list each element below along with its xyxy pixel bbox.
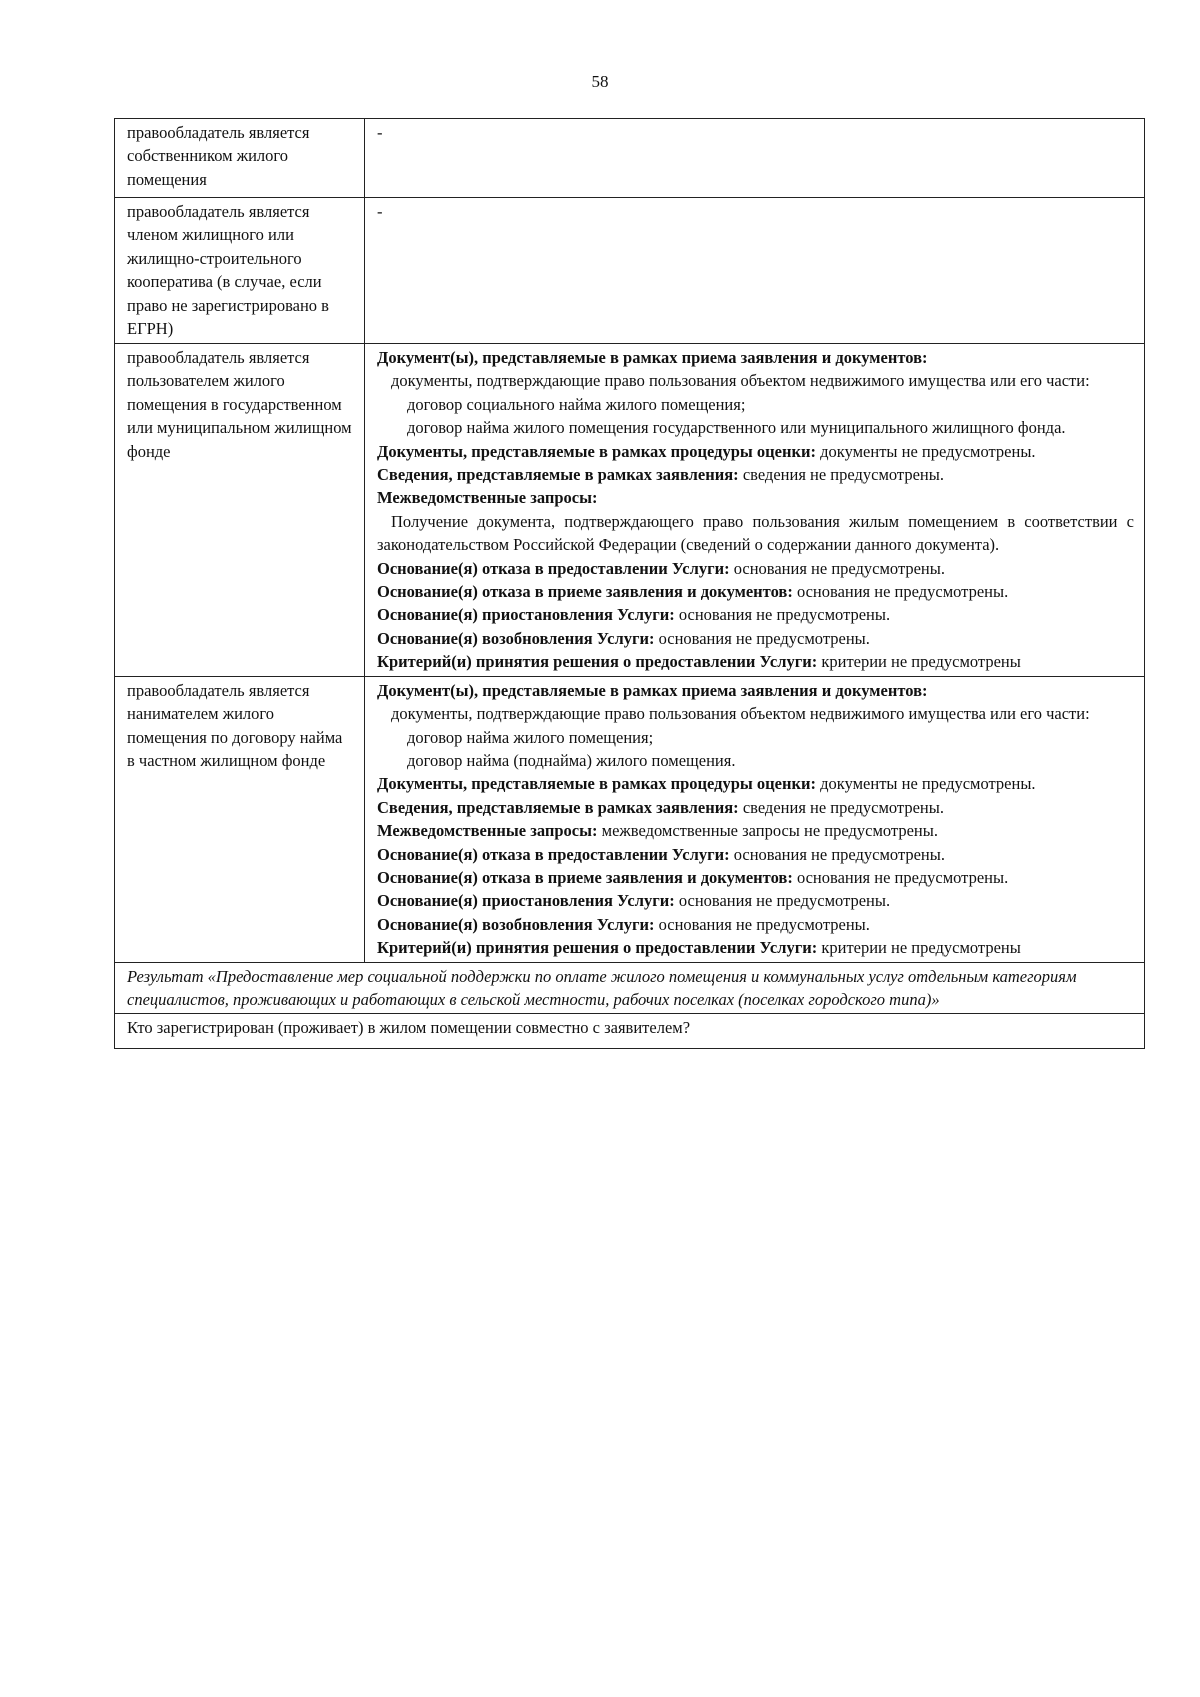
requests-value: межведомственные запросы не предусмотрены. bbox=[601, 821, 938, 841]
suspend-value: основания не предусмотрены. bbox=[678, 891, 891, 911]
condition-cell: правообладатель является пользователем жилого помещения в государственном или муниципальном жилищном фонде bbox=[115, 344, 365, 677]
suspend-line bbox=[377, 603, 1134, 626]
docs-item: договор социального найма жилого помещения; bbox=[407, 394, 746, 414]
requests-label: Межведомственные запросы: bbox=[377, 488, 598, 508]
resume-label: Основание(я) возобновления Услуги: bbox=[377, 628, 655, 648]
criteria-value: критерии не предусмотрены bbox=[821, 652, 1021, 672]
question-cell: Кто зарегистрирован (проживает) в жилом помещении совместно с заявителем? bbox=[115, 1014, 1145, 1048]
result-cell: Результат «Предоставление мер социальной поддержки по оплате жилого помещения и коммунальных услуг отдельным категориям специалистов, проживающих и работающих в сельской местности, рабочих поселках (поселках городского типа)» bbox=[115, 962, 1145, 1014]
suspend-value: основания не предусмотрены. bbox=[678, 605, 891, 625]
reject-line bbox=[377, 866, 1134, 889]
requests-label: Межведомственные запросы: bbox=[377, 821, 598, 841]
eval-line bbox=[377, 772, 1134, 795]
requests-line bbox=[377, 819, 1134, 842]
reject-value: основания не предусмотрены. bbox=[796, 867, 1009, 887]
eval-label: Документы, представляемые в рамках процедуры оценки: bbox=[377, 774, 817, 794]
table-row bbox=[115, 962, 1145, 1014]
table-row bbox=[115, 676, 1145, 962]
table-row bbox=[115, 1014, 1145, 1048]
criteria-label: Критерий(и) принятия решения о предоставлении Услуги: bbox=[377, 938, 818, 958]
condition-cell: правообладатель является нанимателем жилого помещения по договору найма в частном жилищном фонде bbox=[115, 676, 365, 962]
resume-line bbox=[377, 627, 1134, 650]
conditions-table bbox=[114, 118, 1145, 1049]
criteria-label: Критерий(и) принятия решения о предоставлении Услуги: bbox=[377, 652, 818, 672]
docs-item: договор найма жилого помещения государственного или муниципального жилищного фонда. bbox=[407, 418, 1066, 438]
info-label: Сведения, представляемые в рамках заявления: bbox=[377, 797, 739, 817]
table-row bbox=[115, 198, 1145, 344]
docs-label: Документ(ы), представляемые в рамках приема заявления и документов: bbox=[377, 348, 928, 367]
page-number: 58 bbox=[591, 72, 609, 91]
refuse-value: основания не предусмотрены. bbox=[733, 558, 945, 578]
eval-value: документы не предусмотрены. bbox=[820, 441, 1036, 461]
info-value: сведения не предусмотрены. bbox=[742, 465, 944, 485]
condition-cell: правообладатель является собственником жилого помещения bbox=[115, 119, 365, 198]
reject-line bbox=[377, 580, 1134, 603]
requests-value: Получение документа, подтверждающего право пользования жилым помещением в соответствии с законодательством Российской Федерации (сведений о содержании данного документа). bbox=[377, 511, 1134, 555]
info-label: Сведения, представляемые в рамках заявления: bbox=[377, 465, 739, 485]
refuse-line bbox=[377, 557, 1134, 580]
info-line bbox=[377, 463, 1134, 486]
info-value: сведения не предусмотрены. bbox=[742, 797, 944, 817]
description-cell: - bbox=[365, 119, 1145, 198]
reject-value: основания не предусмотрены. bbox=[796, 582, 1009, 602]
description-cell: - bbox=[365, 198, 1145, 344]
refuse-label: Основание(я) отказа в предоставлении Услуги: bbox=[377, 844, 730, 864]
condition-cell: правообладатель является членом жилищного или жилищно-строительного кооператива (в случае, если право не зарегистрировано в ЕГРН) bbox=[115, 198, 365, 344]
docs-intro: документы, подтверждающие право пользования объектом недвижимого имущества или его части: bbox=[391, 371, 1090, 391]
docs-item: договор найма (поднайма) жилого помещения. bbox=[407, 750, 736, 770]
reject-label: Основание(я) отказа в приеме заявления и документов: bbox=[377, 582, 793, 602]
docs-intro: документы, подтверждающие право пользования объектом недвижимого имущества или его части: bbox=[391, 704, 1090, 724]
refuse-value: основания не предусмотрены. bbox=[733, 844, 945, 864]
info-line bbox=[377, 796, 1134, 819]
refuse-line bbox=[377, 843, 1134, 866]
criteria-line bbox=[377, 650, 1134, 673]
criteria-line bbox=[377, 936, 1134, 959]
eval-value: документы не предусмотрены. bbox=[820, 774, 1036, 794]
table-row bbox=[115, 344, 1145, 677]
description-cell bbox=[365, 344, 1145, 677]
suspend-label: Основание(я) приостановления Услуги: bbox=[377, 605, 675, 625]
reject-label: Основание(я) отказа в приеме заявления и документов: bbox=[377, 867, 793, 887]
suspend-label: Основание(я) приостановления Услуги: bbox=[377, 891, 675, 911]
docs-item: договор найма жилого помещения; bbox=[407, 727, 654, 747]
table-row bbox=[115, 119, 1145, 198]
resume-value: основания не предусмотрены. bbox=[658, 914, 870, 934]
resume-line bbox=[377, 913, 1134, 936]
eval-label: Документы, представляемые в рамках процедуры оценки: bbox=[377, 441, 817, 461]
resume-label: Основание(я) возобновления Услуги: bbox=[377, 914, 655, 934]
eval-line bbox=[377, 440, 1134, 463]
description-cell bbox=[365, 676, 1145, 962]
criteria-value: критерии не предусмотрены bbox=[821, 938, 1021, 958]
refuse-label: Основание(я) отказа в предоставлении Услуги: bbox=[377, 558, 730, 578]
docs-label: Документ(ы), представляемые в рамках приема заявления и документов: bbox=[377, 680, 928, 700]
resume-value: основания не предусмотрены. bbox=[658, 628, 870, 648]
suspend-line bbox=[377, 889, 1134, 912]
